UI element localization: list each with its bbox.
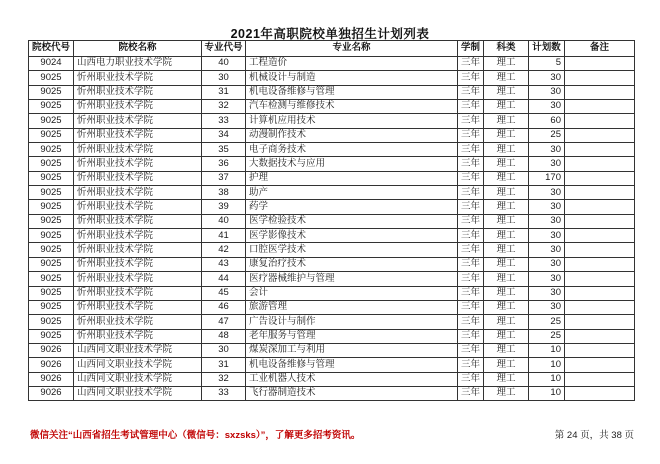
- table-cell: 5: [529, 57, 565, 71]
- table-cell: 理工: [484, 157, 529, 171]
- table-cell: 40: [202, 57, 246, 71]
- table-row: [29, 243, 635, 257]
- table-cell: 31: [202, 85, 246, 99]
- table-cell: 忻州职业技术学院: [74, 272, 202, 286]
- table-cell: 理工: [484, 128, 529, 142]
- table-cell: 忻州职业技术学院: [74, 329, 202, 343]
- table-cell: 10: [529, 372, 565, 386]
- table-cell: [565, 243, 635, 257]
- table-cell: 药学: [246, 200, 458, 214]
- table-row: [29, 372, 635, 386]
- table-row: [29, 286, 635, 300]
- table-cell: 三年: [458, 372, 484, 386]
- table-cell: [565, 372, 635, 386]
- table-cell: [565, 57, 635, 71]
- table-cell: 9025: [29, 243, 74, 257]
- wechat-notice-text: 微信关注“山西省招生考试管理中心（微信号：sxzsks）”，了解更多招考资讯。: [30, 430, 361, 441]
- table-cell: 三年: [458, 85, 484, 99]
- table-cell: 煤炭深加工与利用: [246, 343, 458, 357]
- table-cell: 25: [529, 128, 565, 142]
- table-header-row: [29, 41, 635, 57]
- table-cell: 理工: [484, 272, 529, 286]
- table-cell: 60: [529, 114, 565, 128]
- table-row: [29, 71, 635, 85]
- table-cell: 忻州职业技术学院: [74, 128, 202, 142]
- table-cell: [565, 85, 635, 99]
- table-cell: 理工: [484, 100, 529, 114]
- table-cell: 38: [202, 186, 246, 200]
- table-cell: 45: [202, 286, 246, 300]
- column-header: 专业名称: [246, 41, 458, 57]
- table-row: [29, 114, 635, 128]
- table-cell: 助产: [246, 186, 458, 200]
- table-cell: [565, 157, 635, 171]
- table-cell: 理工: [484, 214, 529, 228]
- table-cell: 山西同文职业技术学院: [74, 372, 202, 386]
- table-row: [29, 128, 635, 142]
- table-cell: 43: [202, 257, 246, 271]
- table-cell: 理工: [484, 186, 529, 200]
- table-cell: 9026: [29, 372, 74, 386]
- table-cell: 忻州职业技术学院: [74, 243, 202, 257]
- table-cell: 30: [529, 229, 565, 243]
- table-cell: 36: [202, 157, 246, 171]
- table-cell: 33: [202, 386, 246, 400]
- table-cell: 三年: [458, 200, 484, 214]
- table-row: [29, 143, 635, 157]
- table-cell: 机电设备维修与管理: [246, 358, 458, 372]
- table-row: [29, 343, 635, 357]
- table-cell: 医学影像技术: [246, 229, 458, 243]
- table-cell: 30: [529, 286, 565, 300]
- table-cell: [565, 300, 635, 314]
- table-cell: 9025: [29, 143, 74, 157]
- table-cell: 理工: [484, 85, 529, 99]
- table-row: [29, 272, 635, 286]
- table-cell: 理工: [484, 372, 529, 386]
- table-cell: 48: [202, 329, 246, 343]
- table-cell: [565, 286, 635, 300]
- table-cell: 忻州职业技术学院: [74, 71, 202, 85]
- table-cell: 忻州职业技术学院: [74, 157, 202, 171]
- table-cell: [565, 229, 635, 243]
- table-cell: 30: [529, 143, 565, 157]
- table-cell: 理工: [484, 243, 529, 257]
- table-cell: 山西电力职业技术学院: [74, 57, 202, 71]
- table-cell: [565, 272, 635, 286]
- table-cell: 广告设计与制作: [246, 315, 458, 329]
- table-cell: 三年: [458, 358, 484, 372]
- table-cell: 工业机器人技术: [246, 372, 458, 386]
- table-cell: [565, 100, 635, 114]
- table-cell: 9026: [29, 343, 74, 357]
- table-cell: 三年: [458, 114, 484, 128]
- table-cell: [565, 186, 635, 200]
- column-header: 专业代号: [202, 41, 246, 57]
- column-header: 院校名称: [74, 41, 202, 57]
- table-cell: 计算机应用技术: [246, 114, 458, 128]
- table-cell: 34: [202, 128, 246, 142]
- page-title: 2021年高职院校单独招生计划列表: [230, 27, 430, 41]
- table-cell: 30: [202, 343, 246, 357]
- table-cell: 9025: [29, 128, 74, 142]
- table-cell: 三年: [458, 186, 484, 200]
- table-cell: 9025: [29, 315, 74, 329]
- table-cell: 三年: [458, 229, 484, 243]
- table-cell: 39: [202, 200, 246, 214]
- table-cell: 理工: [484, 200, 529, 214]
- table-cell: 机电设备维修与管理: [246, 85, 458, 99]
- table-cell: 理工: [484, 343, 529, 357]
- table-cell: 47: [202, 315, 246, 329]
- table-cell: 9025: [29, 85, 74, 99]
- table-cell: 三年: [458, 100, 484, 114]
- table-cell: 忻州职业技术学院: [74, 200, 202, 214]
- table-cell: 忻州职业技术学院: [74, 186, 202, 200]
- table-row: [29, 214, 635, 228]
- table-cell: 46: [202, 300, 246, 314]
- table-cell: 电子商务技术: [246, 143, 458, 157]
- table-row: [29, 329, 635, 343]
- table-cell: 9025: [29, 114, 74, 128]
- table-cell: 32: [202, 100, 246, 114]
- table-cell: [565, 315, 635, 329]
- table-cell: 10: [529, 358, 565, 372]
- table-cell: 9025: [29, 186, 74, 200]
- table-cell: 理工: [484, 257, 529, 271]
- table-cell: 9025: [29, 71, 74, 85]
- table-cell: 10: [529, 386, 565, 400]
- table-cell: 旅游管理: [246, 300, 458, 314]
- table-row: [29, 157, 635, 171]
- column-header: 院校代号: [29, 41, 74, 57]
- table-row: [29, 100, 635, 114]
- table-cell: 忻州职业技术学院: [74, 286, 202, 300]
- table-cell: 汽车检测与维修技术: [246, 100, 458, 114]
- table-cell: 三年: [458, 143, 484, 157]
- table-cell: 35: [202, 143, 246, 157]
- table-cell: [565, 329, 635, 343]
- table-cell: 三年: [458, 214, 484, 228]
- table-cell: 忻州职业技术学院: [74, 100, 202, 114]
- table-cell: 9025: [29, 214, 74, 228]
- table-row: [29, 200, 635, 214]
- table-cell: 忻州职业技术学院: [74, 114, 202, 128]
- table-cell: 三年: [458, 286, 484, 300]
- table-cell: 30: [529, 200, 565, 214]
- table-cell: 三年: [458, 272, 484, 286]
- table-cell: 理工: [484, 286, 529, 300]
- table-cell: 30: [529, 157, 565, 171]
- table-cell: 42: [202, 243, 246, 257]
- table-cell: 三年: [458, 71, 484, 85]
- table-cell: 口腔医学技术: [246, 243, 458, 257]
- table-cell: 9026: [29, 358, 74, 372]
- table-cell: 康复治疗技术: [246, 257, 458, 271]
- table-cell: 9025: [29, 257, 74, 271]
- table-cell: [565, 343, 635, 357]
- table-cell: 9025: [29, 300, 74, 314]
- table-cell: 9025: [29, 171, 74, 185]
- table-cell: 三年: [458, 171, 484, 185]
- table-row: [29, 386, 635, 400]
- table-cell: 大数据技术与应用: [246, 157, 458, 171]
- table-cell: 9025: [29, 286, 74, 300]
- table-cell: 理工: [484, 171, 529, 185]
- table-cell: 山西同文职业技术学院: [74, 358, 202, 372]
- table-cell: 30: [529, 214, 565, 228]
- table-cell: [565, 128, 635, 142]
- table-cell: 忻州职业技术学院: [74, 85, 202, 99]
- table-cell: 三年: [458, 57, 484, 71]
- table-cell: 30: [529, 300, 565, 314]
- enrollment-plan-table: [28, 40, 635, 401]
- table-cell: 37: [202, 171, 246, 185]
- table-cell: 9025: [29, 329, 74, 343]
- table-cell: 忻州职业技术学院: [74, 300, 202, 314]
- table-cell: 山西同文职业技术学院: [74, 386, 202, 400]
- table-cell: [565, 143, 635, 157]
- table-cell: 9025: [29, 229, 74, 243]
- table-cell: [565, 257, 635, 271]
- table-cell: 忻州职业技术学院: [74, 143, 202, 157]
- table-row: [29, 186, 635, 200]
- table-cell: 理工: [484, 57, 529, 71]
- table-cell: [565, 214, 635, 228]
- table-cell: 32: [202, 372, 246, 386]
- table-cell: 理工: [484, 315, 529, 329]
- table-cell: 9026: [29, 386, 74, 400]
- table-cell: 三年: [458, 386, 484, 400]
- table-cell: 9024: [29, 57, 74, 71]
- table-cell: 三年: [458, 257, 484, 271]
- table-cell: [565, 171, 635, 185]
- table-cell: 三年: [458, 315, 484, 329]
- table-cell: 忻州职业技术学院: [74, 171, 202, 185]
- table-cell: 9025: [29, 272, 74, 286]
- table-cell: 动漫制作技术: [246, 128, 458, 142]
- table-cell: 9025: [29, 157, 74, 171]
- table-row: [29, 257, 635, 271]
- table-cell: 41: [202, 229, 246, 243]
- column-header: 科类: [484, 41, 529, 57]
- table-cell: 理工: [484, 114, 529, 128]
- table-cell: 三年: [458, 300, 484, 314]
- table-row: [29, 229, 635, 243]
- table-row: [29, 358, 635, 372]
- table-cell: 30: [529, 186, 565, 200]
- table-row: [29, 57, 635, 71]
- table-cell: 40: [202, 214, 246, 228]
- table-cell: 9025: [29, 100, 74, 114]
- table-cell: 三年: [458, 157, 484, 171]
- table-cell: 理工: [484, 300, 529, 314]
- table-cell: 山西同文职业技术学院: [74, 343, 202, 357]
- table-row: [29, 171, 635, 185]
- table-cell: [565, 386, 635, 400]
- table-row: [29, 300, 635, 314]
- table-cell: 30: [529, 257, 565, 271]
- table-cell: 33: [202, 114, 246, 128]
- table-cell: 老年服务与管理: [246, 329, 458, 343]
- table-cell: 忻州职业技术学院: [74, 229, 202, 243]
- table-cell: 170: [529, 171, 565, 185]
- table-cell: 30: [202, 71, 246, 85]
- table-cell: 机械设计与制造: [246, 71, 458, 85]
- table-cell: 30: [529, 100, 565, 114]
- table-cell: 理工: [484, 329, 529, 343]
- table-cell: 三年: [458, 343, 484, 357]
- table-cell: 30: [529, 243, 565, 257]
- table-cell: 飞行器制造技术: [246, 386, 458, 400]
- table-cell: 25: [529, 315, 565, 329]
- table-cell: [565, 71, 635, 85]
- table-cell: [565, 358, 635, 372]
- table-cell: 31: [202, 358, 246, 372]
- table-cell: [565, 114, 635, 128]
- table-cell: 工程造价: [246, 57, 458, 71]
- table-cell: 忻州职业技术学院: [74, 257, 202, 271]
- table-cell: 护理: [246, 171, 458, 185]
- table-cell: 30: [529, 272, 565, 286]
- table-cell: 理工: [484, 71, 529, 85]
- table-cell: 30: [529, 71, 565, 85]
- table-cell: 医疗器械维护与管理: [246, 272, 458, 286]
- column-header: 计划数: [529, 41, 565, 57]
- table-row: [29, 315, 635, 329]
- table-cell: 会计: [246, 286, 458, 300]
- table-row: [29, 85, 635, 99]
- table-cell: 理工: [484, 143, 529, 157]
- column-header: 备注: [565, 41, 635, 57]
- table-cell: 9025: [29, 200, 74, 214]
- table-cell: 三年: [458, 128, 484, 142]
- table-cell: 25: [529, 329, 565, 343]
- table-cell: 三年: [458, 329, 484, 343]
- table-cell: 30: [529, 85, 565, 99]
- column-header: 学制: [458, 41, 484, 57]
- table-cell: 医学检验技术: [246, 214, 458, 228]
- table-cell: 理工: [484, 386, 529, 400]
- table-cell: 10: [529, 343, 565, 357]
- table-cell: 理工: [484, 358, 529, 372]
- table-cell: 忻州职业技术学院: [74, 214, 202, 228]
- table-cell: 忻州职业技术学院: [74, 315, 202, 329]
- page-number-indicator: 第 24 页，共 38 页: [554, 430, 634, 441]
- table-cell: 44: [202, 272, 246, 286]
- table-cell: 三年: [458, 243, 484, 257]
- table-cell: [565, 200, 635, 214]
- table-cell: 理工: [484, 229, 529, 243]
